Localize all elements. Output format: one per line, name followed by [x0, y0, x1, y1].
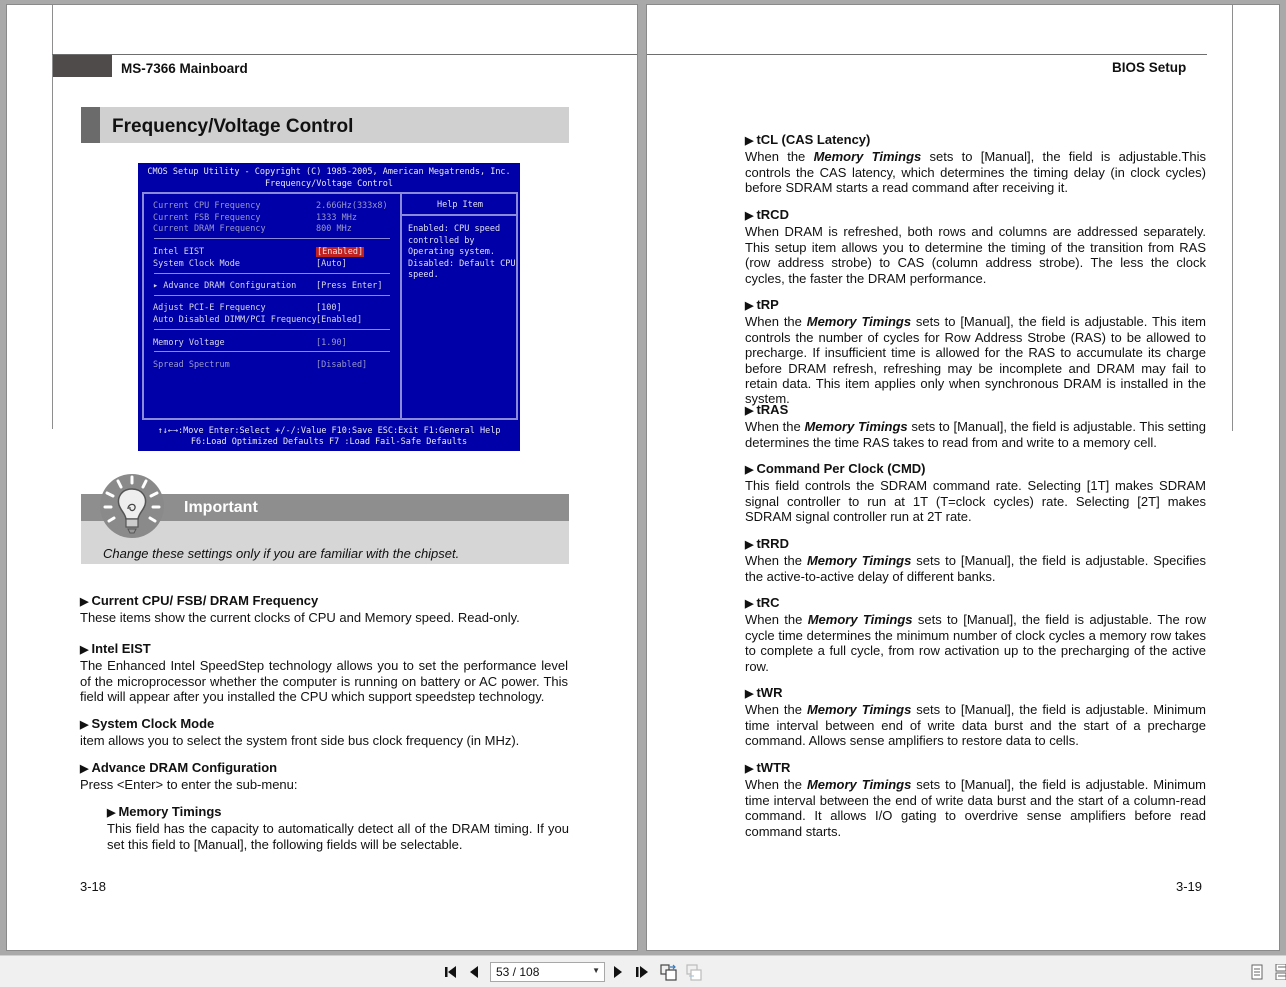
item-heading: ▶ tWR	[745, 685, 1206, 702]
item-body: item allows you to select the system front side bus clock frequency (in MHz).	[80, 733, 520, 749]
bios-row-label: Adjust PCI-E Frequency	[153, 303, 266, 313]
bios-row-label: ▸ Advance DRAM Configuration	[153, 281, 297, 291]
item-heading: ▶ Current CPU/ FSB/ DRAM Frequency	[80, 593, 570, 610]
item-heading: ▶ tRAS	[745, 402, 1206, 419]
previous-page-button[interactable]	[467, 964, 481, 980]
emphasis: Memory Timings	[807, 612, 913, 628]
last-page-button[interactable]	[634, 964, 650, 980]
item-body: When the Memory Timings sets to [Manual], the field is adjustable. The row cycle time determines the minimum number of clock cycles a memory row takes to complete a full cycle, from row activation up to the precharging of the active row.	[745, 612, 1207, 674]
bios-row-label: Current CPU Frequency	[153, 201, 261, 211]
viewer-toolbar	[0, 955, 1286, 987]
doc-item	[107, 804, 569, 852]
bios-separator	[154, 329, 390, 330]
bios-row-label: Memory Voltage	[153, 338, 225, 348]
lightbulb-icon	[99, 473, 165, 539]
bios-screenshot	[138, 163, 520, 451]
item-heading: ▶ Command Per Clock (CMD)	[745, 461, 1206, 478]
margin-line	[1232, 5, 1233, 431]
bios-footer-line2: F6:Load Optimized Defaults F7 :Load Fail-Safe Defaults	[190, 437, 468, 447]
section-title-banner	[81, 107, 569, 143]
first-page-icon	[444, 965, 458, 979]
previous-page-icon	[469, 965, 479, 979]
doc-item	[80, 716, 570, 749]
item-heading: ▶ Intel EIST	[80, 641, 568, 658]
item-body: When the Memory Timings sets to [Manual], the field is adjustable. This setting determines the time RAS takes to read from and write to a memory cell.	[745, 419, 1207, 450]
bios-row-label: System Clock Mode	[153, 259, 240, 269]
emphasis: Memory Timings	[813, 149, 922, 165]
item-heading: ▶ Advance DRAM Configuration	[80, 760, 570, 777]
item-heading: ▶ tRRD	[745, 536, 1206, 553]
item-heading: ▶ tWTR	[745, 760, 1206, 777]
header-rule	[52, 54, 638, 55]
bios-frame	[142, 192, 518, 420]
item-heading: ▶ tRC	[745, 595, 1206, 612]
emphasis: Memory Timings	[806, 314, 912, 330]
page-number: 3-18	[80, 879, 107, 894]
fit-width-button[interactable]	[685, 964, 703, 980]
bios-footer-line1: ↑↓←→:Move Enter:Select +/-/:Value F10:Save ESC:Exit F1:General Help	[157, 426, 501, 436]
bios-row-label: Current DRAM Frequency	[153, 224, 266, 234]
emphasis: Memory Timings	[806, 777, 912, 793]
item-heading: ▶ tRP	[745, 297, 1206, 314]
bios-row-label: Current FSB Frequency	[153, 213, 261, 223]
doc-item	[80, 641, 568, 705]
doc-item	[80, 593, 570, 626]
doc-item	[80, 760, 570, 793]
bios-row-value: 1333 MHz	[316, 213, 357, 223]
bios-row-value: 800 MHz	[316, 224, 352, 234]
page-number: 3-19	[1176, 879, 1203, 894]
item-body: When the Memory Timings sets to [Manual], the field is adjustable. Minimum time interval between the end of write data burst and the start of a column-read command. It allows I/O gating to overdrive sense amplifiers before read command starts.	[745, 777, 1206, 839]
bios-separator	[154, 273, 390, 274]
bios-separator	[154, 351, 390, 352]
item-body: This field controls the SDRAM command rate. Selecting [1T] makes SDRAM signal controller to run at 1T (T=clock cycles) rate. Selecting [2T] makes SDRAM signal controller run at 2T rate.	[745, 478, 1206, 525]
first-page-button[interactable]	[443, 964, 459, 980]
header-rule	[647, 54, 1207, 55]
bios-title	[138, 166, 520, 190]
bios-row-label: Spread Spectrum	[153, 360, 230, 370]
bios-row-value: [Press Enter]	[316, 281, 383, 291]
item-body: The Enhanced Intel SpeedStep technology allows you to set the performance level of the microprocessor whether the computer is running on battery or AC power. This field will appear after you installed the CPU which support speedstep technology.	[80, 658, 568, 705]
item-body: When the Memory Timings sets to [Manual], the field is adjustable. Minimum time interval between end of write data burst and the start of a precharge command. Allows sense amplifiers to restore data to cells.	[745, 702, 1206, 749]
bios-row-label: Auto Disabled DIMM/PCI Frequency	[153, 315, 317, 325]
item-heading: ▶ tRCD	[745, 207, 1206, 224]
bios-help-title: Help Item	[436, 200, 484, 210]
fit-page-icon	[660, 963, 678, 981]
section-title-bar	[81, 107, 100, 143]
bios-title-line2: Frequency/Voltage Control	[265, 179, 393, 189]
important-label: Important	[184, 499, 258, 516]
header-block	[53, 55, 112, 77]
fit-width-icon	[685, 963, 703, 981]
doc-item	[745, 207, 1206, 286]
emphasis: Memory Timings	[806, 553, 912, 569]
doc-item	[745, 685, 1206, 749]
bios-divider	[400, 194, 402, 418]
bios-row-value-selected: [Enabled]	[317, 247, 364, 257]
page-header: MS-7366 Mainboard	[121, 61, 248, 76]
fit-page-button[interactable]	[660, 964, 678, 980]
document-page-left	[6, 4, 638, 951]
bios-help-divider	[402, 214, 518, 216]
page-number-select[interactable]	[490, 962, 605, 982]
emphasis: Memory Timings	[804, 419, 908, 435]
bios-row-value: 2.66GHz(333x8)	[316, 201, 388, 211]
doc-item	[745, 536, 1206, 584]
page-indicator: 53 / 108	[496, 965, 540, 979]
item-heading: ▶ System Clock Mode	[80, 716, 570, 733]
document-page-right	[646, 4, 1280, 951]
item-body: This field has the capacity to automatically detect all of the DRAM timing. If you set this field to [Manual], the following fields will be selectable.	[107, 821, 569, 852]
doc-item	[745, 461, 1206, 525]
bios-help-text: Enabled: CPU speed controlled by Operating system. Disabled: Default CPU speed.	[408, 224, 516, 280]
bios-row-value: [Disabled]	[316, 360, 368, 370]
item-heading: ▶ Memory Timings	[107, 804, 569, 821]
single-page-view-icon	[1251, 964, 1263, 980]
bios-footer	[138, 426, 520, 448]
next-page-icon	[613, 965, 623, 979]
bios-row-value: [Auto]	[316, 259, 347, 269]
item-body: Press <Enter> to enter the sub-menu:	[80, 777, 298, 793]
emphasis: Memory Timings	[806, 702, 912, 718]
doc-item	[745, 132, 1206, 196]
important-note: Change these settings only if you are familiar with the chipset.	[103, 546, 460, 561]
doc-item	[745, 595, 1206, 674]
item-body: When the Memory Timings sets to [Manual], the field is adjustable.This controls the CAS latency, which determines the timing delay (in clock cycles) before SDRAM starts a read command after receiving it.	[745, 149, 1207, 196]
single-page-view-button[interactable]	[1250, 964, 1264, 980]
item-body: When the Memory Timings sets to [Manual], the field is adjustable. This item controls the number of cycles for Row Address Strobe (RAS) to be allowed to precharge. If insufficient time is allowed for the RAS to accumulate its charge before DRAM refresh, refreshing may be incomplete and DRAM may fail to retain data. This item applies only when synchronous DRAM is installed in the system.	[745, 314, 1206, 407]
doc-item	[745, 760, 1206, 839]
dropdown-caret-icon: ▼	[592, 966, 600, 975]
section-title: Frequency/Voltage Control	[112, 116, 354, 137]
bios-row-value: [100]	[316, 303, 342, 313]
item-body: These items show the current clocks of CPU and Memory speed. Read-only.	[80, 610, 520, 626]
bios-title-line1: CMOS Setup Utility - Copyright (C) 1985-2005, American Megatrends, Inc.	[147, 167, 511, 177]
item-heading: ▶ tCL (CAS Latency)	[745, 132, 1206, 149]
page-header: BIOS Setup	[1112, 60, 1187, 75]
continuous-view-button[interactable]	[1274, 964, 1286, 980]
bios-row-value: [1.90]	[316, 338, 347, 348]
item-body: When the Memory Timings sets to [Manual], the field is adjustable. Specifies the active-to-active delay of different banks.	[745, 553, 1207, 584]
continuous-view-icon	[1274, 964, 1286, 980]
bios-row-value: [Enabled]	[316, 315, 363, 325]
doc-item	[745, 297, 1206, 407]
next-page-button[interactable]	[612, 964, 624, 980]
bios-separator	[154, 295, 390, 296]
doc-item	[745, 402, 1206, 450]
last-page-icon	[635, 965, 649, 979]
item-body: When DRAM is refreshed, both rows and columns are addressed separately. This setup item allows you to determine the timing of the transition from RAS (row address strobe) to CAS (column address strobe). The less the clock cycles, the faster the DRAM performance.	[745, 224, 1206, 286]
bios-row-label: Intel EIST	[153, 247, 205, 257]
bios-separator	[154, 238, 390, 239]
